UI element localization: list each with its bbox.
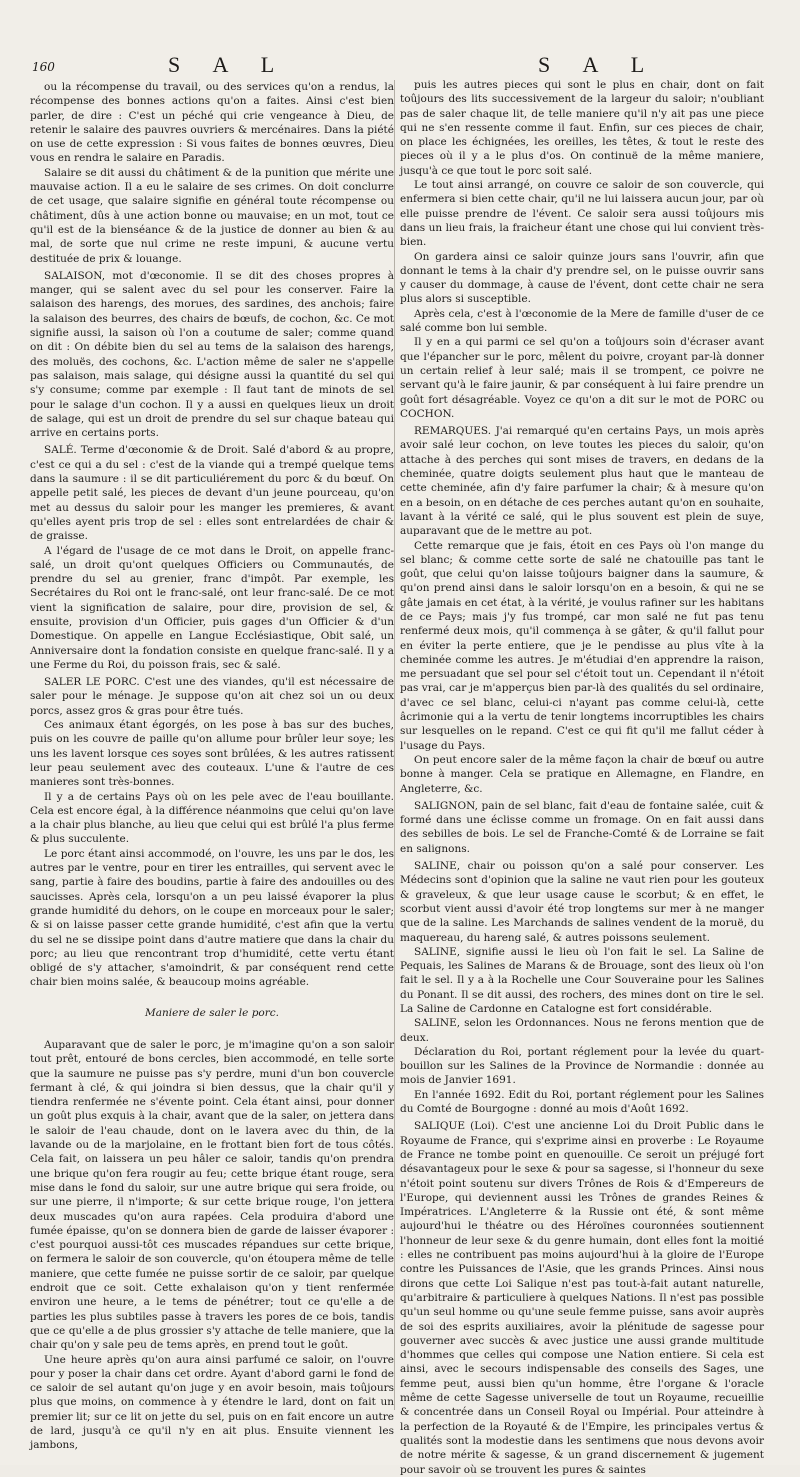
paragraph: On peut encore saler de la même façon la chair de bœuf ou autre bonne à manger. Cela se pratique en Allemagne, en Flandre, en Angleterre, &c. xyxy=(400,753,764,795)
subheading-maniere: Maniere de saler le porc. xyxy=(145,1006,279,1019)
paragraph: Auparavant que de saler le porc, je m'imagine qu'on a son saloir tout prêt, entouré de bons cercles, bien accommodé, en telle sorte que la saumure ne puisse pas s'y perdre, muni d'un bon couvercle fermant à clé, & qui joindra si bien dessus, que la chair qu'il y tiendra renfermée ne s'évente point. Cela étant ainsi, pour donner un goût plus exquis à la chair, avant que de la saler, on jettera dans le saloir de l'eau chaude, dont on le lavera avec du thin, de la lavande ou de la marjolaine, en le frottant bien fort de tous côtés. Cela fait, on laissera un peu hâler ce saloir, tandis qu'on prendra une brique qu'on fera rougir au feu; cette brique étant rouge, sera mise dans le fond du saloir, sur une autre brique qui sera froide, ou sur une pierre, il n'importe; & sur cette brique rouge, l'on jettera deux muscades qu'on aura rapées. Cela produira d'abord une fumée épaisse, qu'on se donnera bien de garde de laisser évaporer : c'est pourquoi aussi-tôt ces muscades répandues sur cette brique, on fermera le saloir de son couvercle, qu'on étoupera même de telle maniere, que cette fumée ne puisse sortir de ce saloir, par quelque endroit que ce soit. Cette exhalaison qu'on y tient renfermée environ une heure, a le tems de pénétrer; tout ce qu'elle a de parties les plus subtiles passe à travers les pores de ce bois, tandis que ce qu'elle a de plus grossier s'y attache de telle maniere, que la chair qu'on y sale peu de tems après, en prend tout le goût. xyxy=(30,1039,394,1352)
paragraph: Il y a de certains Pays où on les pele avec de l'eau bouillante. Cela est encore égal, à la différence néanmoins que celui qu'on lave a la chair plus blanche, au lieu que celui qui est brûlé l'a plus ferme & plus succulente. xyxy=(30,790,394,846)
running-head-left: S A L xyxy=(168,52,289,77)
paragraph: En l'année 1692. Edit du Roi, portant réglement pour les Salines du Comté de Bourgogne : donné au mois d'Août 1692. xyxy=(400,1088,764,1116)
paragraph: SALINE, signifie aussi le lieu où l'on fait le sel. La Saline de Pequais, les Salines de Marans & de Brouage, sont des lieux où l'on fait le sel. Il y a à la Rochelle une Cour Souveraine pour les Salines du Ponant. Il se dit aussi, des rochers, des mines dont on tire le sel. La Saline de Cardonne en Catalogne est fort considérable. xyxy=(400,945,764,1015)
paragraph: On gardera ainsi ce saloir quinze jours sans l'ouvrir, afin que donnant le tems à la chair d'y prendre sel, on le puisse ouvrir sans y causer du dommage, à cause de l'évent, dont cette chair ne sera plus alors si susceptible. xyxy=(400,250,764,306)
paragraph: Le tout ainsi arrangé, on couvre ce saloir de son couvercle, qui enfermera si bien cette chair, qu'il ne lui laissera aucun jour, par où elle puisse prendre de l'évent. Ce saloir sera aussi toûjours mis dans un lieu frais, la fraicheur étant une chose qui lui convient très-bien. xyxy=(400,179,764,249)
paragraph: Déclaration du Roi, portant réglement pour la levée du quart-bouillon sur les Salines de la Province de Normandie : donnée au mois de Janvier 1691. xyxy=(400,1045,764,1087)
entry-salique: SALIQUE (Loi). C'est une ancienne Loi du Droit Public dans le Royaume de France, qui s'exprime ainsi en proverbe : Le Royaume de France ne tombe point en quenouille. Ce seroit un préjugé fort désavantageux pour le sexe & pour sa sagesse, si l'honneur du sexe n'étoit point soutenu sur divers Trônes de Rois & d'Empereurs de l'Europe, qui deviennent aussi les Trônes de grandes Reines & Impératrices. L'Angleterre & la Russie ont été, & sont même aujourd'hui le théatre ou des Héroïnes couronnées soutiennent l'honneur de leur sexe & du genre humain, dont elles font la moitié : elles ne contribuent pas moins aujourd'hui à la gloire de l'Europe contre les Puissances de l'Asie, que les grands Princes. Ainsi nous dirons que cette Loi Salique n'est pas tout-à-fait autant naturelle, qu'arbitraire & particuliere à quelques Nations. Il n'est pas possible qu'un seul homme ou qu'une seule femme puisse, sans avoir auprès de soi des esprits auxiliaires, avoir la plénitude de sagesse pour gouverner avec succès & avec justice une aussi grande multitude d'hommes que celles qui compose une Nation entiere. Si cela est ainsi, avec le secours indispensable des conseils des Sages, une femme peut, aussi bien qu'un homme, être l'organe & l'oracle même de cette Sagesse universelle de tout un Royaume, recueillie & concentrée dans un Conseil Royal ou Impérial. Pour atteindre à la perfection de la Royauté & de l'Empire, les principales vertus & qualités sont la modestie dans les sentimens que nous devons avoir de notre mérite & sagesse, & un grand discernement & jugement pour savoir où se trouvent les pures & saintes xyxy=(400,1120,764,1476)
entry-saler-le-porc: SALER LE PORC. C'est une des viandes, qu'il est nécessaire de saler pour le ménage. Je suppose qu'on ait chez soi un ou deux porcs, assez gros & gras pour être tués. xyxy=(30,676,394,717)
paragraph: A l'égard de l'usage de ce mot dans le Droit, on appelle franc-salé, un droit qu'ont quelques Officiers ou Communautés, de prendre du sel au grenier, franc d'impôt. Par exemple, les Secrétaires du Roi ont le franc-salé, ont leur franc-salé. De ce mot vient la signification de salaire, pour dire, provision de sel, & ensuite, provision d'un Officier, puis gages d'un Officier & d'un Domestique. On appelle en Langue Ecclésiastique, Obit salé, un Anniversaire dont la fondation consiste en quelque franc-salé. Il y a une Ferme du Roi, du poisson frais, sec & salé. xyxy=(30,544,394,671)
paragraph: puis les autres pieces qui sont le plus en chair, dont on fait toûjours des lits successivement de la largeur du saloir; n'oubliant pas de saler chaque lit, de telle maniere qu'il n'y ait pas une piece qui ne s'en ressente comme il faut. Enfin, sur ces pieces de chair, on place les échignées, les oreilles, les têtes, & tout le reste des pieces où il y a le plus d'os. On continuë de la même maniere, jusqu'à ce que tout le porc soit salé. xyxy=(400,79,764,177)
entry-saline: SALINE, chair ou poisson qu'on a salé pour conserver. Les Médecins sont d'opinion que la saline ne vaut rien pour les gouteux & graveleux, & que leur usage cause le scorbut; & en effet, le scorbut vient aussi d'avoir été trop longtems sur mer à ne manger que de la saline. Les Marchands de salines vendent de la moruë, du maquereau, du hareng salé, & autres poissons seulement. xyxy=(400,860,764,944)
column-divider xyxy=(394,80,395,1410)
paragraph: SALINE, selon les Ordonnances. Nous ne ferons mention que de deux. xyxy=(400,1017,764,1044)
entry-salignon: SALIGNON, pain de sel blanc, fait d'eau de fontaine salée, cuit & formé dans une éclisse comme un fromage. On en fait aussi dans des sebilles de bois. Le sel de Franche-Comté & de Lorraine se fait en salignons. xyxy=(400,799,764,855)
entry-sale: SALÉ. Terme d'œconomie & de Droit. Salé d'abord & au propre, c'est ce qui a du sel : c'est de la viande qui a trempé quelque tems dans la saumure : il se dit particuliérement du porc & du bœuf. On appelle petit salé, les pieces de devant d'un jeune pourceau, qu'on met au dessus du saloir pour les manger les premieres, & avant qu'elles ayent pris trop de sel : elles sont entrelardées de chair & de graisse. xyxy=(30,444,394,543)
paragraph: Après cela, c'est à l'œconomie de la Mere de famille d'user de ce salé comme bon lui semble. xyxy=(400,307,764,335)
right-column xyxy=(400,78,764,1477)
paragraph: Il y en a qui parmi ce sel qu'on a toûjours soin d'écraser avant que l'épancher sur le porc, mêlent du poivre, croyant par-là donner un certain relief à leur salé; mais il se trompent, ce poivre ne servant qu'à le faire jaunir, & par conséquent à lui faire prendre un goût fort désagréable. Voyez ce qu'on a dit sur le mot de PORC ou COCHON. xyxy=(400,336,764,420)
left-column xyxy=(30,80,394,1453)
paragraph: Cette remarque que je fais, étoit en ces Pays où l'on mange du sel blanc; & comme cette sorte de salé ne chatouille pas tant le goût, que celui qu'on laisse toûjours baigner dans la saumure, & qu'on prend ainsi dans le saloir lorsqu'on en a besoin, & qui ne se gâte jamais en cet état, à la vérité, je voulus rafiner sur les habitans de ce Pays; mais j'y fus trompé, car mon salé ne fut pas tenu renfermé deux mois, qu'il commença à se gâter, & qu'il fallut pour en éviter la perte entiere, que je le pendisse au plus vîte à la cheminée comme les autres. Je m'étudiai d'en apprendre la raison, me persuadant que sel pour sel c'étoit tout un. Cependant il n'étoit pas vrai, car je m'apperçus bien par-là des qualités du sel ordinaire, d'avec ce sel blanc, celui-ci n'ayant pas comme celui-là, cette âcrimonie qui a la vertu de tenir longtems incorruptibles les chairs sur lesquelles on le repand. C'est ce qui fit qu'il me fallut céder à l'usage du Pays. xyxy=(400,539,764,752)
paragraph: Le porc étant ainsi accommodé, on l'ouvre, les uns par le dos, les autres par le ventre, pour en tirer les entrailles, qui servent avec le sang, partie à faire des boudins, partie à faire des andouilles ou des saucisses. Après cela, lorsqu'on a un peu laissé évaporer la plus grande humidité du dehors, on le coupe en morceaux pour le saler; & si on laisse passer cette grande humidité, c'est afin que la vertu du sel ne se dissipe point dans d'autre matiere que dans la chair du porc; au lieu que rencontrant trop d'humidité, cette vertu étant obligé de s'y attacher, s'amoindrit, & par conséquent rend cette chair bien moins salée, & beaucoup moins agréable. xyxy=(30,847,394,989)
running-head-right: S A L xyxy=(538,52,659,77)
paragraph: ou la récompense du travail, ou des services qu'on a rendus, la récompense des bonnes actions qu'on a faites. Ainsi c'est bien parler, de dire : C'est un péché qui crie vengeance à Dieu, de retenir le salaire des pauvres ouvriers & mercénaires. Dans la piété on use de cette expression : Si vous faites de bonnes œuvres, Dieu vous en rendra le salaire en Paradis. xyxy=(30,81,394,165)
paragraph: Salaire se dit aussi du châtiment & de la punition que mérite une mauvaise action. Il a eu le salaire de ses crimes. On doit conclurre de cet usage, que salaire signifie en général toute récompense ou châtiment, dûs à une action bonne ou mauvaise; en un mot, tout ce qu'il est de la bienséance & de la justice de donner au bien & au mal, de sorte que nul crime ne reste impuni, & aucune vertu destituée de prix & louange. xyxy=(30,166,394,265)
entry-salaison: SALAISON, mot d'œconomie. Il se dit des choses propres à manger, qui se salent avec du sel pour les conserver. Faire la salaison des harengs, des morues, des sardines, des anchois; faire la salaison des beurres, des chairs de bœufs, de cochon, &c. Ce mot signifie aussi, la saison où l'on a coutume de saler; comme quand on dit : On débite bien du sel au tems de la salaison des harengs, des moluës, des cochons, &c. L'action même de saler ne s'appelle pas salaison, mais salage, qui désigne aussi la quantité du sel qui s'y consume; comme par exemple : Il faut tant de minots de sel pour le salage d'un cochon. Il y a aussi en quelques lieux un droit de salage, qui est un droit de prendre du sel sur chaque bateau qui arrive en certains ports. xyxy=(30,269,394,440)
page-number: 160 xyxy=(32,60,55,74)
paragraph: Une heure après qu'on aura ainsi parfumé ce saloir, on l'ouvre pour y poser la chair dans cet ordre. Ayant d'abord garni le fond de ce saloir de sel autant qu'on juge y en avoir besoin, mais toûjours plus que moins, on commence à y étendre le lard, dont on fait un premier lit; sur ce lit on jette du sel, puis on en fait encore un autre de lard, jusqu'à ce qu'il n'y en ait plus. Ensuite viennent les jambons, xyxy=(30,1353,394,1452)
entry-remarques: REMARQUES. J'ai remarqué qu'en certains Pays, un mois après avoir salé leur cochon, on leve toutes les pieces du saloir, qu'on attache à des perches qui sont mises de travers, en dedans de la cheminée, quatre doigts seulement plus haut que le manteau de cette cheminée, afin d'y faire parfumer la chair; & à mesure qu'on en a besoin, on en détache de ces perches autant qu'on en souhaite, lavant à la vérité ce salé, qui le plus souvent est plein de suye, auparavant que de le mettre au pot. xyxy=(400,425,764,538)
paragraph: Ces animaux étant égorgés, on les pose à bas sur des buches, puis on les couvre de paille qu'on allume pour brûler leur soye; les uns les lavent lorsque ces soyes sont brûlées, & les autres ratissent leur peau seulement avec des couteaux. L'une & l'autre de ces manieres sont très-bonnes. xyxy=(30,719,394,789)
